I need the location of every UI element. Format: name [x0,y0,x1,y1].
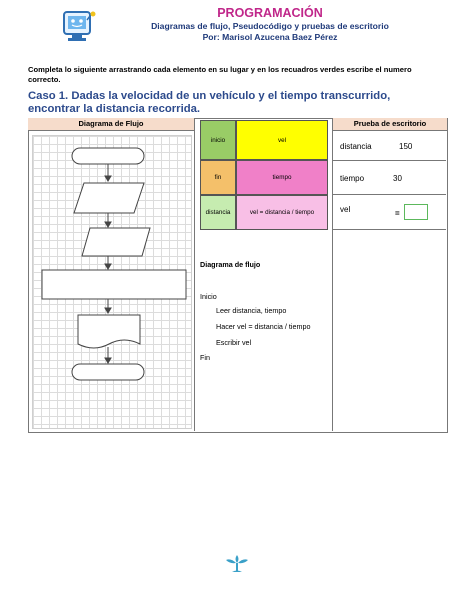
flowchart-column-header: Diagrama de Flujo [28,118,194,131]
prueba-equals-sign: = [395,209,400,218]
drag-cell-fin[interactable] [200,160,236,195]
prueba-value-tiempo: 30 [393,174,402,183]
pseudocode-line-3: Hacer vel = distancia / tiempo [216,322,311,331]
pseudocode-line-5: Fin [200,353,210,362]
prueba-value-distancia: 150 [399,142,413,151]
prueba-label-vel: vel [340,205,351,214]
drag-cell-inicio[interactable] [200,120,236,160]
pseudocode-title: Diagrama de flujo [200,260,261,269]
instructions-text: Completa lo siguiente arrastrando cada elemento en su lugar y en los recuadros verdes escribe el numero correcto. [28,65,412,84]
drag-cell-tiempo[interactable] [236,160,328,195]
terminal-start-shape [72,148,144,164]
subtitle-line-2: Por: Marisol Azucena Baez Pérez [202,32,338,42]
drag-cell-tiempo-label: tiempo [272,174,292,181]
fleur-ornament-icon [224,551,250,575]
drag-cell-vel-label: vel [277,136,287,144]
pseudocode-line-4: Escribir vel [216,338,252,347]
drag-cell-fin-label: fin [214,174,222,181]
page-subtitle [100,21,440,43]
input-shape-2 [82,228,150,256]
page-title: PROGRAMACIÓN [217,6,323,20]
drag-cell-vel[interactable] [236,120,328,160]
drag-cell-formula-label: vel = distancia / tiempo [249,209,315,216]
subtitle-line-1: Diagramas de flujo, Pseudocódigo y pruebas de escritorio [151,21,389,31]
input-shape-1 [74,183,144,213]
prueba-row-tiempo [333,161,446,195]
drag-cell-formula[interactable] [236,195,328,230]
prueba-label-distancia: distancia [340,142,372,151]
computer-mascot-icon [58,8,98,44]
terminal-end-shape [72,364,144,380]
drag-cell-distancia-label: distancia [205,209,231,216]
drag-cell-inicio-label: inicio [210,136,226,144]
vel-answer-input[interactable] [404,204,428,220]
pseudocode-line-1: Inicio [200,292,217,301]
caso-heading: Caso 1. Dadas la velocidad de un vehículo y el tiempo transcurrido, encontrar la distancia recorrida. [28,90,391,115]
prueba-label-tiempo: tiempo [340,174,365,183]
process-shape [42,270,186,299]
prueba-row-vel [333,195,446,230]
pseudocode-line-2: Leer distancia, tiempo [216,306,287,315]
output-document-shape [78,315,140,348]
prueba-row-distancia [333,131,446,161]
flowchart-shapes [32,135,190,427]
prueba-column-header: Prueba de escritorio [333,118,447,131]
drag-cell-distancia[interactable] [200,195,236,230]
